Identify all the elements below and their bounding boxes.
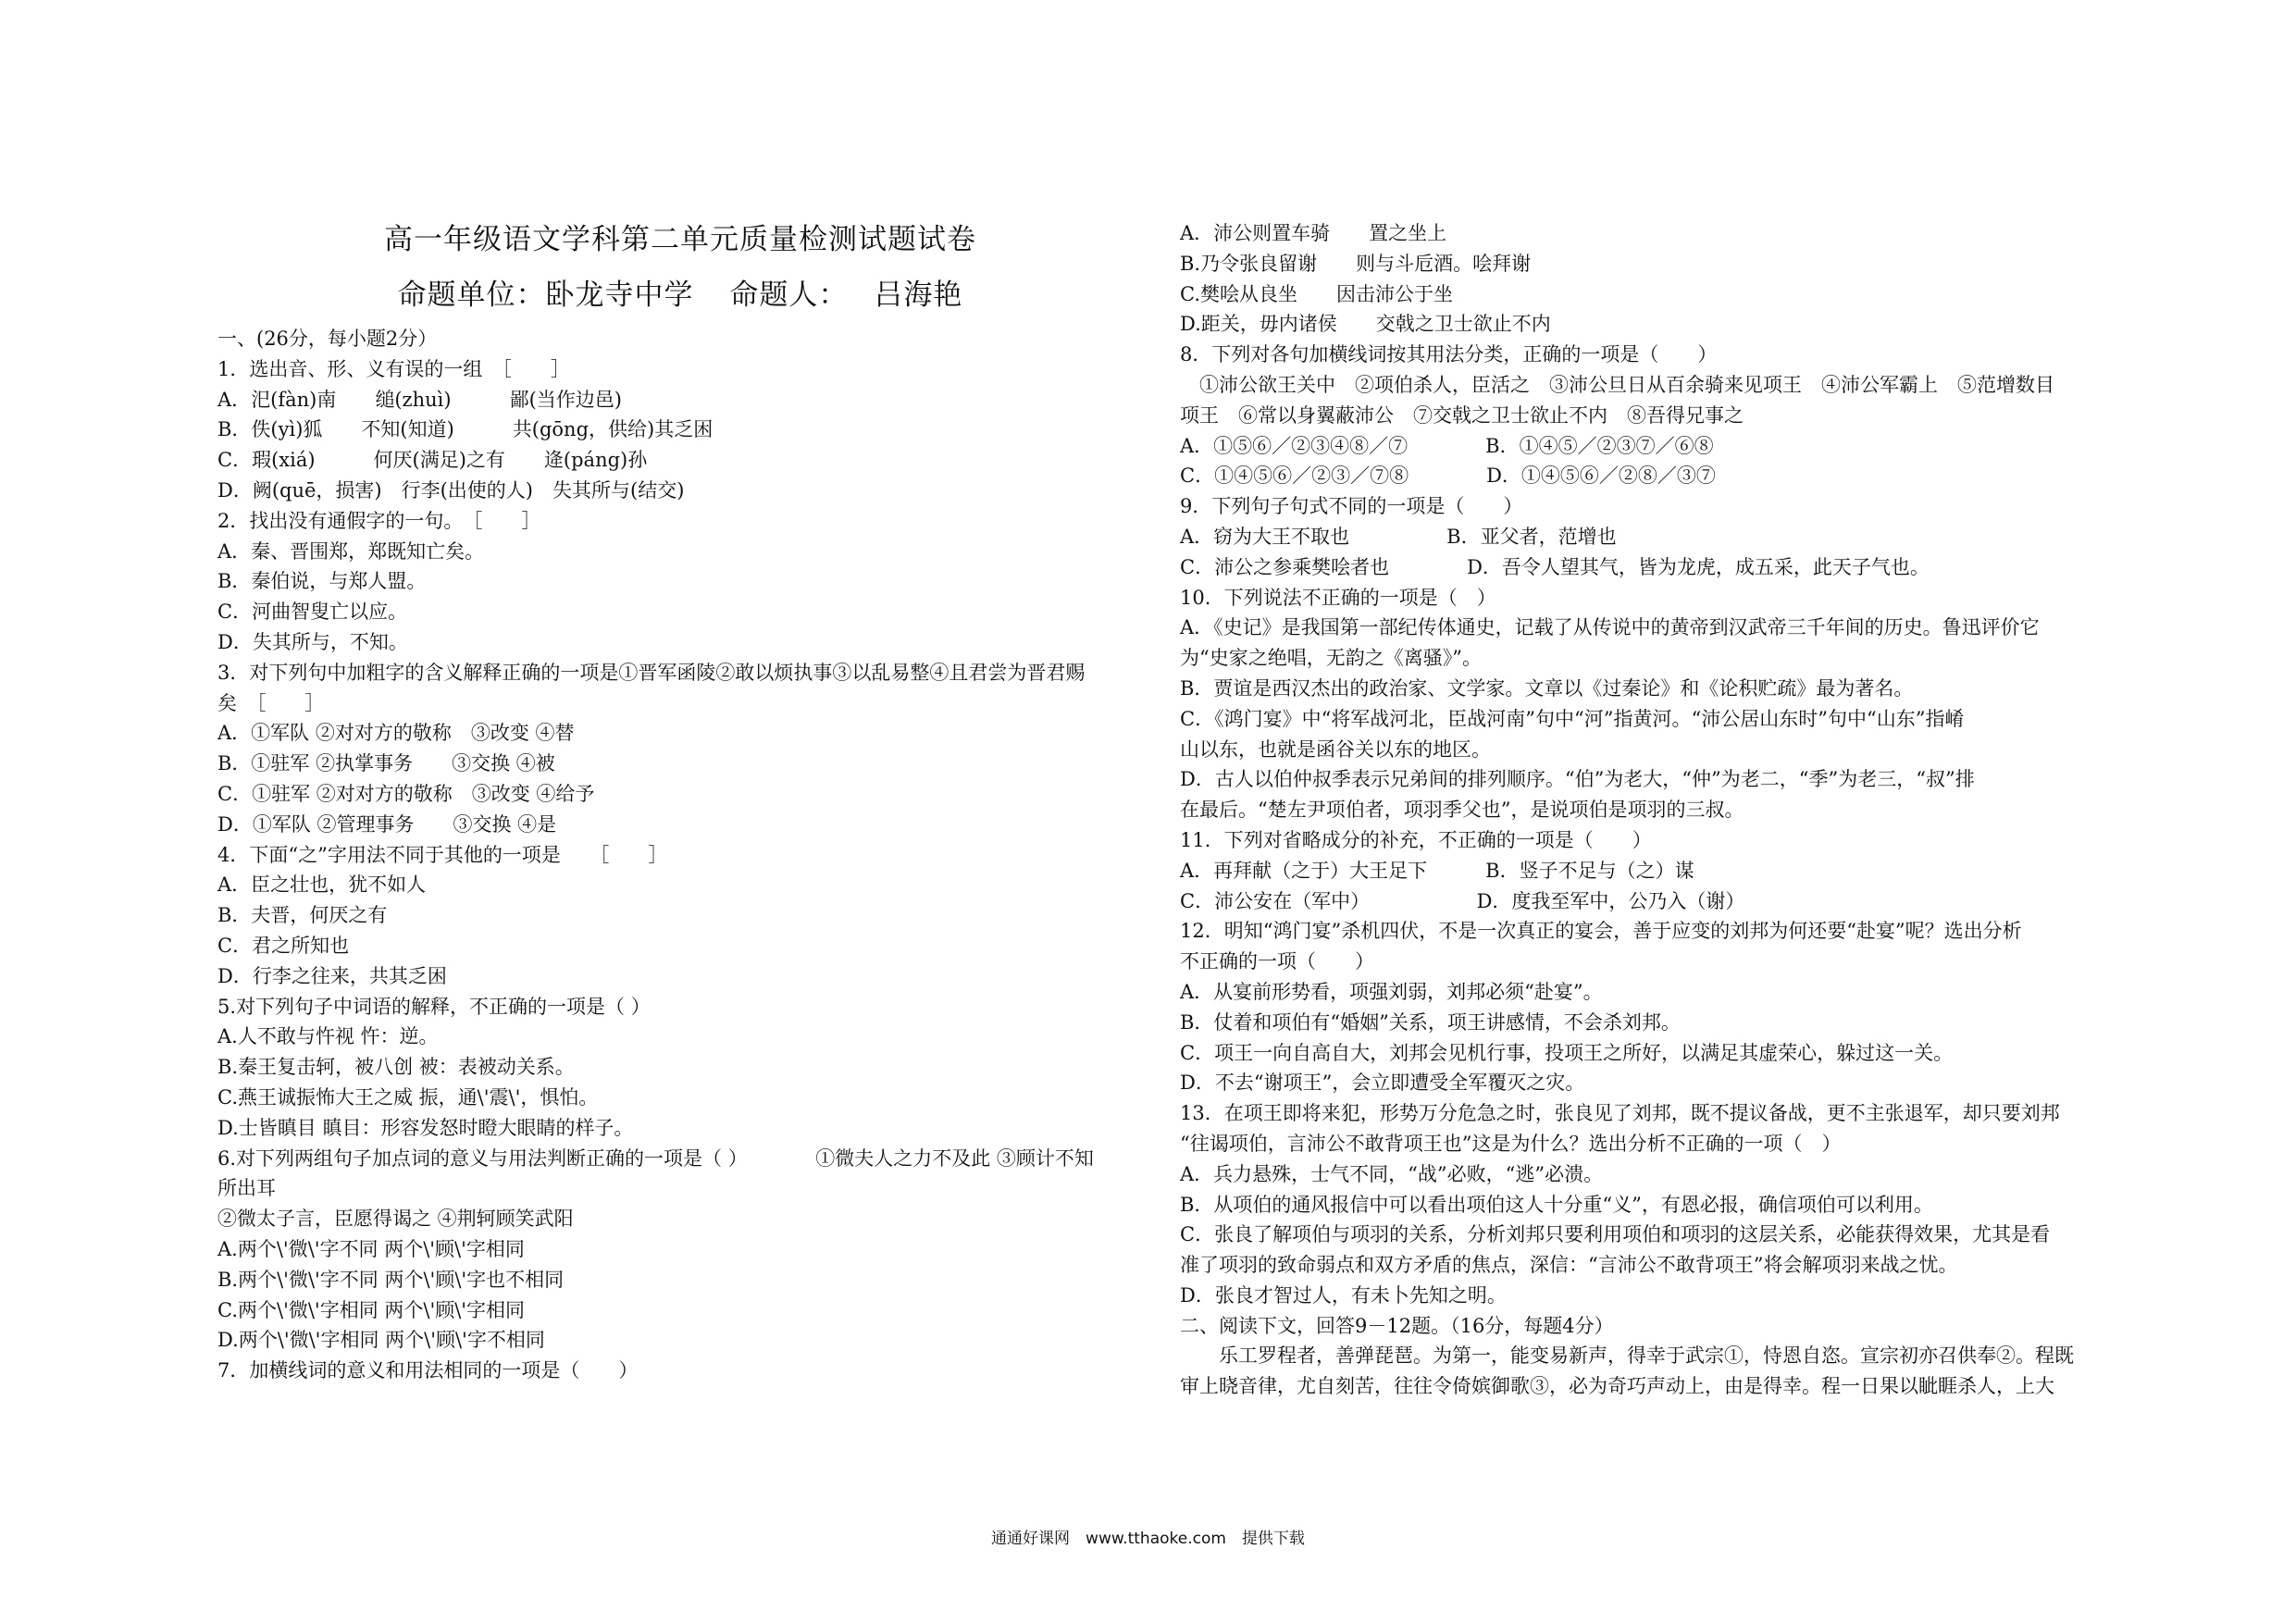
text-line: D．行李之往来，共其乏困 xyxy=(217,964,447,987)
text-line: ①沛公欲王关中 ②项伯杀人，臣活之 ③沛公旦日从百余骑来见项王 ④沛公军霸上 ⑤范增数目 xyxy=(1180,373,2054,396)
text-line: 1．选出音、形、义有误的一组 ［ ］ xyxy=(217,357,570,380)
page-title: 高一年级语文学科第二单元质量检测试题试卷 xyxy=(384,223,976,256)
text-line: 7．加横线词的意义和用法相同的一项是（ ） xyxy=(217,1359,639,1382)
text-line: C.燕王诚振怖大王之威 振，通\'震\'，惧怕。 xyxy=(217,1085,599,1109)
text-line: B．夫晋，何厌之有 xyxy=(217,904,388,927)
text-line: A．从宴前形势看，项强刘弱，刘邦必须“赴宴”。 xyxy=(1180,980,1603,1003)
text-line: 3．对下列句中加粗字的含义解释正确的一项是①晋军函陵②敢以烦执事③以乱易整④且君尝为晋君赐 xyxy=(217,661,1086,684)
text-line: 6.对下列两组句子加点词的意义与用法判断正确的一项是（ ） ①微夫人之力不及此 ③顾计不知 xyxy=(217,1146,1094,1170)
text-line: D．张良才智过人，有未卜先知之明。 xyxy=(1180,1283,1507,1307)
text-line: C．《鸿门宴》中“将军战河北，臣战河南”句中“河”指黄河。“沛公居山东时”句中“山东”指崤 xyxy=(1180,707,1965,730)
text-line: C．沛公之参乘樊哙者也 D．吾令人望其气，皆为龙虎，成五采，此天子气也。 xyxy=(1180,555,1930,578)
text-line: C．①④⑤⑥／②③／⑦⑧ D．①④⑤⑥／②⑧／③⑦ xyxy=(1180,465,1716,488)
text-line: 项王 ⑥常以身翼蔽沛公 ⑦交戟之卫士欲止不内 ⑧吾得兄事之 xyxy=(1180,403,1744,427)
text-line: A．再拜献（之于）大王足下 B．竖子不足与（之）谋 xyxy=(1180,859,1694,882)
text-line: 一、(26分，每小题2分） xyxy=(217,328,438,350)
text-line: 为“史家之绝唱，无韵之《离骚》”。 xyxy=(1180,647,1482,670)
text-line: 矣 ［ ］ xyxy=(217,691,325,714)
text-line: B.两个\'微\'字不同 两个\'顾\'字也不相同 xyxy=(217,1268,565,1291)
text-line: A．①⑤⑥／②③④⑧／⑦ B．①④⑤／②③⑦／⑥⑧ xyxy=(1180,434,1714,457)
text-line: A．汜(fàn)南 缒(zhuì) 鄙(当作边邑) xyxy=(217,388,622,411)
text-line: C．瑕(xiá) 何厌(满足)之有 逄(páng)孙 xyxy=(217,449,648,472)
text-line: A．兵力悬殊，士气不同，“战”必败，“逃”必溃。 xyxy=(1180,1162,1604,1185)
text-line: A．《史记》是我国第一部纪传体通史，记载了从传说中的黄帝到汉武帝三千年间的历史。鲁迅评价它 xyxy=(1180,616,2040,639)
text-line: B．秦伯说，与郑人盟。 xyxy=(217,570,427,593)
text-line: D．①军队 ②管理事务 ③交换 ④是 xyxy=(217,812,557,836)
text-line: D．不去“谢项王”，会立即遭受全军覆灭之灾。 xyxy=(1180,1072,1585,1095)
text-line: 所出耳 xyxy=(217,1177,276,1200)
text-line: ②微太子言，臣愿得谒之 ④荆轲顾笑武阳 xyxy=(217,1208,574,1231)
text-line: A．臣之壮也，犹不如人 xyxy=(217,873,427,897)
text-line: C．沛公安在（军中） D．度我至军中，公乃入（谢） xyxy=(1180,889,1745,912)
text-line: A．沛公则置车骑 置之坐上 xyxy=(1180,222,1447,244)
text-line: D.距关，毋内诸侯 交戟之卫士欲止不内 xyxy=(1180,313,1551,336)
text-line: 山以东，也就是函谷关以东的地区。 xyxy=(1180,737,1491,761)
text-line: D.两个\'微\'字相同 两个\'顾\'字不相同 xyxy=(217,1329,545,1352)
text-line: 5.对下列句子中词语的解释，不正确的一项是（ ） xyxy=(217,995,651,1018)
text-line: 乐工罗程者，善弹琵琶。为第一，能变易新声，得幸于武宗①，恃恩自恣。宣宗初亦召供奉②。程既 xyxy=(1180,1344,2074,1368)
text-line: 12．明知“鸿门宴”杀机四伏，不是一次真正的宴会，善于应变的刘邦为何还要“赴宴”呢？选出分析 xyxy=(1180,920,2022,943)
text-line: B．从项伯的通风报信中可以看出项伯这人十分重“义”，有恩必报，确信项伯可以利用。 xyxy=(1180,1193,1933,1216)
text-line: A．①军队 ②对对方的敬称 ③改变 ④替 xyxy=(217,722,575,745)
text-line: 在最后。“楚左尹项伯者，项羽季父也”，是说项伯是项羽的三叔。 xyxy=(1180,799,1744,822)
text-line: B．仗着和项伯有“婚姻”关系，项王讲感情，不会杀刘邦。 xyxy=(1180,1010,1681,1034)
text-line: B.秦王复击轲，被八创 被：表被动关系。 xyxy=(217,1056,575,1079)
text-line: A．秦、晋围郑，郑既知亡矣。 xyxy=(217,539,485,563)
text-line: 9．下列句子句式不同的一项是（ ） xyxy=(1180,495,1523,518)
text-line: D．古人以伯仲叔季表示兄弟间的排列顺序。“伯”为老大，“仲”为老二，“季”为老三，“叔”排 xyxy=(1180,768,1975,791)
text-line: C．项王一向自高自大，刘邦会见机行事，投项王之所好，以满足其虚荣心，躲过这一关。 xyxy=(1180,1041,1954,1064)
unit-label: 命题单位：卧龙寺中学 xyxy=(397,279,694,312)
text-line: 8．下列对各句加横线词按其用法分类，正确的一项是（ ） xyxy=(1180,343,1718,366)
text-line: 二、阅读下文，回答9－12题。（16分，每题4分） xyxy=(1180,1314,1614,1337)
author-name: 吕海艳 xyxy=(874,279,963,312)
page-footer: 通通好课网 www.tthaoke.com 提供下载 xyxy=(991,1530,1305,1548)
right-question-list xyxy=(1180,218,2105,1402)
left-question-list xyxy=(217,324,1143,1386)
text-line: 审上晓音律，尤自刻苦，往往令倚嫔御歌③，必为奇巧声动上，由是得幸。程一日果以眦睚杀人，上大 xyxy=(1180,1375,2054,1398)
exam-meta xyxy=(217,266,1143,324)
author-label: 命题人： xyxy=(729,279,849,312)
text-line: A.人不敢与忤视 忤：逆。 xyxy=(217,1025,439,1048)
text-line: B.乃令张良留谢 则与斗卮酒。哙拜谢 xyxy=(1180,252,1532,275)
text-line: 13．在项王即将来犯，形势万分危急之时，张良见了刘邦，既不提议备战，更不主张退军，却只要刘邦 xyxy=(1180,1102,2060,1125)
text-line: C．张良了解项伯与项羽的关系，分析刘邦只要利用项伯和项羽的这层关系，必能获得效果，尤其是看 xyxy=(1180,1223,2051,1246)
text-line: C.樊哙从良坐 因击沛公于坐 xyxy=(1180,282,1453,305)
text-line: 10．下列说法不正确的一项是（ ） xyxy=(1180,586,1496,609)
text-line: C．河曲智叟亡以应。 xyxy=(217,601,408,624)
text-line: C．君之所知也 xyxy=(217,934,350,957)
text-line: A.两个\'微\'字不同 两个\'顾\'字相同 xyxy=(217,1237,525,1260)
text-line: B．贾谊是西汉杰出的政治家、文学家。文章以《过秦论》和《论积贮疏》最为著名。 xyxy=(1180,676,1914,700)
text-line: B．①驻军 ②执掌事务 ③交换 ④被 xyxy=(217,752,555,775)
text-line: B．佚(yì)狐 不知(知道) 共(gōng，供给)其乏困 xyxy=(217,418,714,441)
text-line: C.两个\'微\'字相同 两个\'顾\'字相同 xyxy=(217,1298,526,1321)
text-line: 准了项羽的致命弱点和双方矛盾的焦点，深信：“言沛公不敢背项王”将会解项羽来战之忧。 xyxy=(1180,1254,1958,1277)
text-line: 11．下列对省略成分的补充，不正确的一项是（ ） xyxy=(1180,828,1652,851)
text-line: A．窃为大王不取也 B．亚父者，范增也 xyxy=(1180,525,1617,548)
left-column xyxy=(217,213,1143,1386)
right-column xyxy=(1180,218,2105,1402)
text-line: “往谒项伯，言沛公不敢背项王也”这是为什么？选出分析不正确的一项（ ） xyxy=(1180,1132,1842,1155)
text-line: 4．下面“之”字用法不同于其他的一项是 ［ ］ xyxy=(217,843,668,866)
text-line: D.士皆瞋目 瞋目：形容发怒时瞪大眼睛的样子。 xyxy=(217,1116,634,1139)
text-line: 不正确的一项（ ） xyxy=(1180,950,1374,973)
text-line: C．①驻军 ②对对方的敬称 ③改变 ④给予 xyxy=(217,782,595,805)
text-line: D．失其所与，不知。 xyxy=(217,630,408,653)
text-line: 2．找出没有通假字的一句。 ［ ］ xyxy=(217,509,541,532)
text-line: D．阙(quē，损害) 行李(出使的人) 失其所与(结交) xyxy=(217,478,685,502)
